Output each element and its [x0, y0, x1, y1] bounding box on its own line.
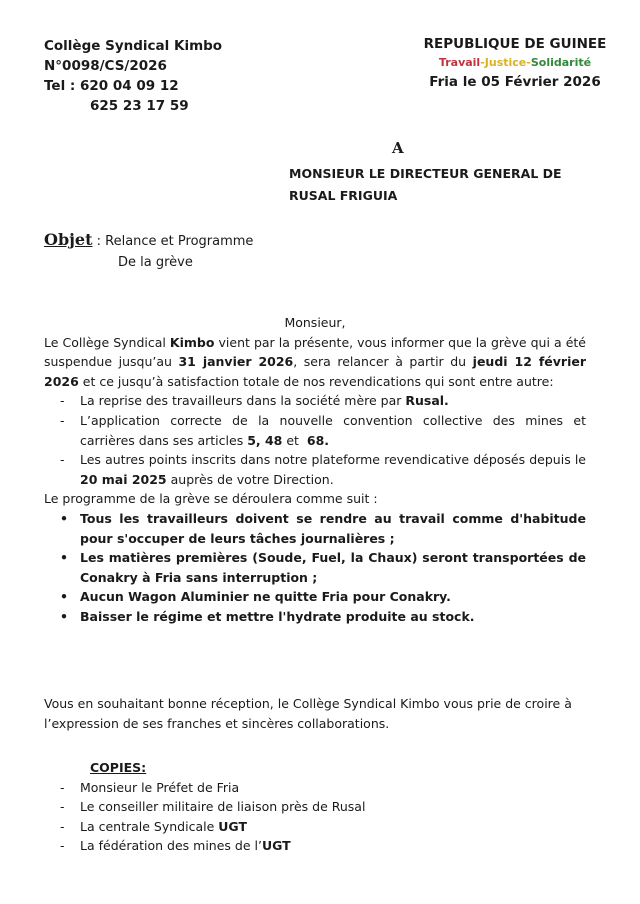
emphasis: UGT: [261, 838, 291, 853]
text: et ce jusqu’à satisfaction totale de nos revendications qui sont entre autre:: [78, 373, 554, 389]
recipient-prefix: A: [392, 139, 404, 157]
recipient-block: [289, 163, 562, 207]
phone-secondary: 625 23 17 59: [90, 98, 189, 114]
recipient-line-1: MONSIEUR LE DIRECTEUR GENERAL DE: [289, 166, 562, 181]
sender-org: Collège Syndical Kimbo: [44, 38, 223, 54]
emphasis: 5, 48: [247, 432, 283, 448]
text: Les autres points inscrits dans notre plateforme revendicative déposés depuis le: [80, 452, 586, 468]
motto-justice: Justice: [484, 56, 527, 69]
emphasis-date: 20 mai 2025: [80, 471, 167, 487]
letter-body: [44, 313, 586, 627]
phone-primary: Tel : 620 04 09 12: [44, 78, 179, 94]
emphasis-date: jeudi 12 février 2026: [44, 354, 586, 389]
demand-item: [44, 391, 586, 411]
country-name: REPUBLIQUE DE GUINEE: [423, 36, 607, 52]
copies-title: COPIES:: [90, 760, 147, 775]
program-item: • Tous les travailleurs doivent se rendre au travail comme d'habitude pour s'occuper de leurs tâches journalières ;: [44, 509, 586, 548]
subject-line-2: De la grève: [118, 255, 193, 270]
text: auprès de votre Direction.: [166, 471, 334, 487]
salutation: Monsieur,: [284, 315, 346, 330]
text: , sera relancer à partir du: [293, 354, 473, 370]
subject-block: [44, 229, 253, 273]
subject-separator: :: [92, 234, 106, 249]
text: La fédération des mines de l’: [80, 838, 262, 853]
motto-solidarite: Solidarité: [530, 56, 592, 69]
motto-travail: Travail: [438, 56, 481, 69]
national-motto: [420, 54, 610, 72]
reference-number: N°0098/CS/2026: [44, 58, 167, 74]
copies-list: [44, 778, 365, 856]
copy-recipient: [44, 797, 365, 817]
motto-separator: -: [526, 56, 531, 69]
demand-item: [44, 411, 586, 450]
program-item: • Baisser le régime et mettre l'hydrate produite au stock.: [44, 607, 586, 627]
text: et: [282, 432, 307, 448]
country-block: [420, 34, 610, 92]
text: vient par la présente, vous informer que la grève qui a été suspendue jusqu’au: [44, 334, 586, 370]
program-item: • Aucun Wagon Aluminier ne quitte Fria pour Conakry.: [44, 587, 586, 607]
copy-recipient: [44, 778, 365, 798]
program-item: • Les matières premières (Soude, Fuel, la Chaux) seront transportées de Conakry à Fria sans interruption ;: [44, 548, 586, 587]
program-intro: Le programme de la grève se déroulera comme suit :: [44, 491, 378, 507]
intro-paragraph: [44, 333, 586, 392]
recipient-line-2: RUSAL FRIGUIA: [289, 188, 398, 203]
closing-paragraph: Vous en souhaitant bonne réception, le Collège Syndical Kimbo vous prie de croire à l’expression de ses franches et sincères collaborations.: [44, 696, 572, 731]
emphasis: UGT: [218, 818, 247, 834]
emphasis-date: 31 janvier 2026: [178, 354, 294, 370]
sender-block: [44, 36, 222, 116]
copy-recipient: [44, 817, 365, 837]
emphasis: Rusal.: [405, 393, 449, 409]
program-list: [44, 509, 586, 627]
emphasis: 68.: [306, 432, 330, 448]
place-date: Fria le 05 Février 2026: [429, 74, 601, 90]
subject-line-1: Relance et Programme: [105, 234, 254, 249]
text: La reprise des travailleurs dans la société mère par: [80, 393, 406, 409]
text: Le Collège Syndical: [44, 334, 170, 350]
demands-list: [44, 391, 586, 489]
text: L’application correcte de la nouvelle convention collective des mines et carrières dans ses articles: [80, 412, 586, 448]
text: Monsieur le Préfet de Fria: [80, 779, 240, 795]
subject-label: Objet: [44, 230, 93, 249]
demand-item: [44, 450, 586, 489]
copies-block: [44, 758, 365, 856]
copy-recipient: [44, 836, 365, 856]
motto-separator: -: [480, 56, 485, 69]
text: La centrale Syndicale: [80, 818, 219, 834]
emphasis: Kimbo: [169, 334, 215, 350]
text: Le conseiller militaire de liaison près de Rusal: [80, 799, 366, 814]
